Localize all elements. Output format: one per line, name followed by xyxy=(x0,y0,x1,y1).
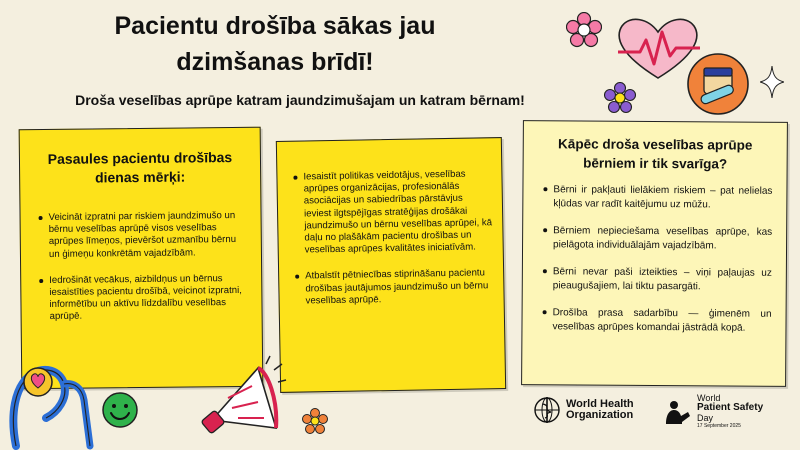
wpsd-line2: Patient Safety xyxy=(697,402,764,413)
flower-icon xyxy=(302,408,328,434)
list-item: Bērni ir pakļauti lielākiem riskiem – pat nelielas kļūdas var radīt kaitējumu uz mūžu. xyxy=(553,184,773,210)
goals-heading: Pasaules pacientu drošības dienas mērķi: xyxy=(47,149,233,186)
wpsd-logo xyxy=(664,393,763,430)
wpsd-line1: World xyxy=(697,393,721,403)
list-item: Veicināt izpratni par riskiem jaundzimušo un bērnu veselības aprūpē visos veselības aprūpes līmeņos, pievēršot uzmanību bērnu un ģimeņu konkrētām vajadzībām. xyxy=(49,210,250,261)
list-item: Iesaistīt politikas veidotājus, veselības aprūpes organizācijas, profesionālās asociācijas un sabiedrības pārstāvjus ieviest ilgtspējīgas stratēģijas drošākai jaundzimušo un bērnu veselības aprūpei, kā daļu no plašākām pacientu drošības un veselības aprūpes kvalitātes iniciatīvām. xyxy=(303,168,493,256)
list-item: Bērni nevar paši izteikties – viņi paļaujas uz pieaugušajiem, lai tiktu pasargāti. xyxy=(552,266,772,292)
list-item: Atbalstīt pētniecības stiprināšanu pacientu drošības jautājumos jaundzimušo un bērnu veselības aprūpē. xyxy=(305,268,494,308)
smiley-icon xyxy=(101,391,139,429)
actions-list xyxy=(291,168,494,321)
flower-icon xyxy=(604,82,636,114)
why-list xyxy=(540,183,772,349)
who-logo xyxy=(532,395,634,425)
list-item: Bērniem nepieciešama veselības aprūpe, kas pielāgota individuālajām vajadzībām. xyxy=(553,225,773,251)
wpsd-date: 17 September 2025 xyxy=(697,423,741,429)
list-item: Drošība prasa sadarbību — ģimenēm un veselības aprūpes komandai jāstrādā kopā. xyxy=(552,307,772,334)
bandage-jar-icon xyxy=(686,52,750,116)
stethoscope-icon xyxy=(4,326,100,450)
wpsd-line3: Day xyxy=(697,413,714,423)
why-card xyxy=(521,120,788,387)
goals-list xyxy=(37,210,250,338)
who-name-line2: Organization xyxy=(566,409,634,421)
who-name-line1: World Health xyxy=(566,398,634,410)
page-subtitle: Droša veselības aprūpe katram jaundzimušajam un katram bērnam! xyxy=(75,92,525,108)
actions-card xyxy=(276,137,506,393)
flower-icon xyxy=(566,12,602,48)
megaphone-icon xyxy=(198,350,290,446)
who-emblem-icon xyxy=(532,395,562,425)
page-title: Pacientu drošība sākas jau dzimšanas brīdī! xyxy=(114,12,436,76)
wpsd-logo-icon xyxy=(664,398,692,426)
why-heading: Kāpēc droša veselības aprūpe bērniem ir tik svarīga? xyxy=(558,136,753,172)
sparkle-icon xyxy=(760,66,784,98)
list-item: Iedrošināt vecākus, aizbildņus un bērnus iesaistīties pacientu drošībā, veicinot izpratni, informētību un aktīvu līdzdalību veselības aprūpē. xyxy=(49,273,250,324)
